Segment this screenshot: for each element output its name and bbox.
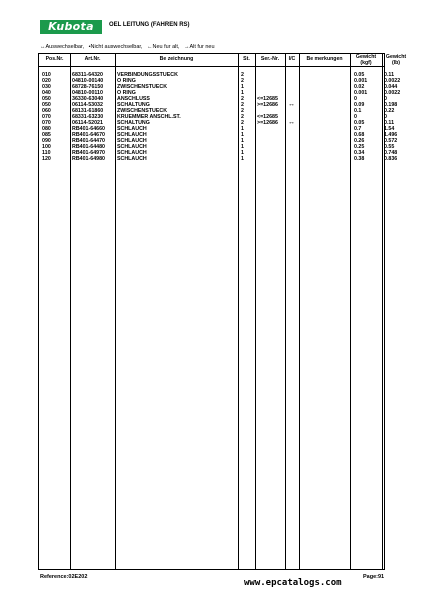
cell-kgf: 0.34 bbox=[354, 150, 365, 156]
legend-old-for-new: →Alt fur neu bbox=[183, 44, 215, 50]
header-st: St. bbox=[243, 56, 250, 62]
cell-art: RB401-64970 bbox=[72, 150, 105, 156]
cell-art: RB401-64470 bbox=[72, 138, 105, 144]
cell-pos: 100 bbox=[42, 144, 51, 150]
cell-lb: 0 bbox=[384, 114, 387, 120]
cell-bez: SCHALTUNG bbox=[117, 120, 150, 126]
cell-kgf: 0.001 bbox=[354, 78, 368, 84]
cell-art: RB401-64660 bbox=[72, 126, 105, 132]
cell-lb: 0.11 bbox=[384, 120, 395, 126]
cell-art: 04810-00110 bbox=[72, 90, 103, 96]
cell-bez: VERBINDUNGSSTUECK bbox=[117, 72, 178, 78]
cell-art: 04810-00140 bbox=[72, 78, 104, 84]
cell-lb: 1.496 bbox=[384, 132, 398, 138]
page-number: Page:91 bbox=[363, 574, 385, 580]
cell-pos: 110 bbox=[42, 150, 51, 156]
cell-kgf: 0.1 bbox=[354, 108, 362, 114]
header-ic: I/C bbox=[288, 56, 296, 62]
cell-art: 68311-64320 bbox=[72, 72, 103, 78]
cell-pos: 070 bbox=[42, 114, 51, 120]
cell-bez: ANSCHLUSS bbox=[117, 96, 150, 102]
cell-st: 2 bbox=[241, 120, 244, 126]
cell-st: 2 bbox=[241, 78, 244, 84]
cell-ser: >=12686 bbox=[257, 102, 278, 108]
cell-bez: ZWISCHENSTUECK bbox=[117, 84, 168, 90]
cell-kgf: 0 bbox=[354, 114, 357, 120]
cell-st: 1 bbox=[241, 84, 244, 90]
cell-lb: 0.55 bbox=[384, 144, 395, 150]
cell-st: 1 bbox=[241, 126, 244, 132]
legend bbox=[40, 44, 218, 50]
cell-bez: SCHLAUCH bbox=[117, 126, 147, 132]
cell-pos: 070 bbox=[42, 120, 51, 126]
cell-kgf: 0.05 bbox=[354, 72, 365, 78]
cell-bez: KRUEMMER ANSCHL.ST. bbox=[117, 114, 181, 120]
cell-art: RB401-64980 bbox=[72, 156, 105, 162]
parts-table bbox=[38, 53, 407, 570]
cell-art: 68131-61860 bbox=[72, 108, 104, 114]
header-divider bbox=[39, 66, 384, 67]
kubota-logo: Kubota bbox=[40, 20, 102, 34]
cell-bez: O RING bbox=[117, 78, 136, 84]
cell-pos: 090 bbox=[42, 138, 51, 144]
cell-st: 2 bbox=[241, 72, 244, 78]
cell-pos: 050 bbox=[42, 102, 51, 108]
cell-lb: 0.0022 bbox=[384, 78, 401, 84]
cell-bez: SCHALTUNG bbox=[117, 102, 150, 108]
cell-st: 2 bbox=[241, 96, 244, 102]
cell-lb: 0.11 bbox=[384, 72, 395, 78]
cell-st: 1 bbox=[241, 150, 244, 156]
cell-pos: 030 bbox=[42, 84, 51, 90]
cell-art: 06114-52021 bbox=[72, 120, 103, 126]
cell-ser: <=12685 bbox=[257, 96, 278, 102]
table-row bbox=[39, 156, 398, 162]
cell-art: 68331-63230 bbox=[72, 114, 104, 120]
cell-kgf: 0.68 bbox=[354, 132, 365, 138]
header-ser: Ser.-Nr. bbox=[260, 56, 280, 62]
cell-kgf: 0.7 bbox=[354, 126, 362, 132]
cell-bez: SCHLAUCH bbox=[117, 138, 147, 144]
cell-bez: SCHLAUCH bbox=[117, 150, 147, 156]
cell-st: 1 bbox=[241, 90, 244, 96]
cell-pos: 060 bbox=[42, 108, 51, 114]
cell-st: 1 bbox=[241, 144, 244, 150]
header-art: Art.Nr. bbox=[84, 56, 101, 62]
cell-pos: 040 bbox=[42, 90, 51, 96]
cell-st: 1 bbox=[241, 138, 244, 144]
cell-bez: ZWISCHENSTUECK bbox=[117, 108, 168, 114]
cell-pos: 080 bbox=[42, 126, 51, 132]
legend-not-interchangeable: •Nicht auswechselbar, bbox=[88, 44, 143, 50]
cell-lb: 0.22 bbox=[384, 108, 395, 114]
cell-ic: ↔ bbox=[288, 119, 295, 126]
header-bem: Be merkungen bbox=[306, 56, 343, 62]
website-link[interactable]: www.epcatalogs.com bbox=[244, 578, 342, 588]
header-pos: Pos.Nr. bbox=[45, 56, 64, 62]
reference-label: Reference:02E202 bbox=[40, 574, 88, 580]
cell-lb: 0 bbox=[384, 96, 387, 102]
cell-ser: >=12686 bbox=[257, 120, 278, 126]
cell-kgf: 0.09 bbox=[354, 102, 365, 108]
legend-interchangeable: ↔Auswechselbar, bbox=[40, 44, 85, 50]
cell-lb: 0.198 bbox=[384, 102, 398, 108]
cell-pos: 085 bbox=[42, 132, 51, 138]
cell-kgf: 0.26 bbox=[354, 138, 365, 144]
cell-lb: 0.044 bbox=[384, 84, 398, 90]
cell-kgf: 0.001 bbox=[354, 90, 368, 96]
cell-kgf: 0 bbox=[354, 96, 357, 102]
cell-bez: SCHLAUCH bbox=[117, 156, 147, 162]
header-lb: Gewicht (lb) bbox=[385, 54, 407, 66]
cell-kgf: 0.38 bbox=[354, 156, 365, 162]
header-bez: Be zeichnung bbox=[159, 56, 194, 62]
cell-st: 2 bbox=[241, 102, 244, 108]
cell-lb: 0.836 bbox=[384, 156, 398, 162]
cell-bez: SCHLAUCH bbox=[117, 132, 147, 138]
cell-kgf: 0.02 bbox=[354, 84, 365, 90]
cell-st: 2 bbox=[241, 108, 244, 114]
page-title: OEL LEITUNG (FAHREN RS) bbox=[109, 22, 190, 28]
cell-lb: 0.572 bbox=[384, 138, 398, 144]
cell-ic: ↔ bbox=[288, 101, 295, 108]
cell-bez: SCHLAUCH bbox=[117, 144, 147, 150]
legend-new-for-old: ←Neu fur alt, bbox=[147, 44, 180, 50]
cell-art: 06114-53032 bbox=[72, 102, 103, 108]
cell-st: 1 bbox=[241, 156, 244, 162]
cell-art: RB401-64670 bbox=[72, 132, 105, 138]
cell-st: 2 bbox=[241, 114, 244, 120]
cell-bez: O RING bbox=[117, 90, 136, 96]
header-kgf: Gewicht (kgf) bbox=[355, 54, 377, 66]
cell-art: 36330-63040 bbox=[72, 96, 104, 102]
cell-pos: 120 bbox=[42, 156, 51, 162]
cell-lb: 0.0022 bbox=[384, 90, 401, 96]
cell-lb: 0.748 bbox=[384, 150, 398, 156]
cell-pos: 020 bbox=[42, 78, 51, 84]
cell-ser: <=12685 bbox=[257, 114, 278, 120]
cell-art: 68728-76150 bbox=[72, 84, 104, 90]
cell-lb: 1.54 bbox=[384, 126, 395, 132]
cell-kgf: 0.25 bbox=[354, 144, 365, 150]
cell-kgf: 0.05 bbox=[354, 120, 365, 126]
cell-pos: 010 bbox=[42, 72, 51, 78]
cell-st: 1 bbox=[241, 132, 244, 138]
cell-pos: 050 bbox=[42, 96, 51, 102]
cell-art: RB401-64480 bbox=[72, 144, 105, 150]
